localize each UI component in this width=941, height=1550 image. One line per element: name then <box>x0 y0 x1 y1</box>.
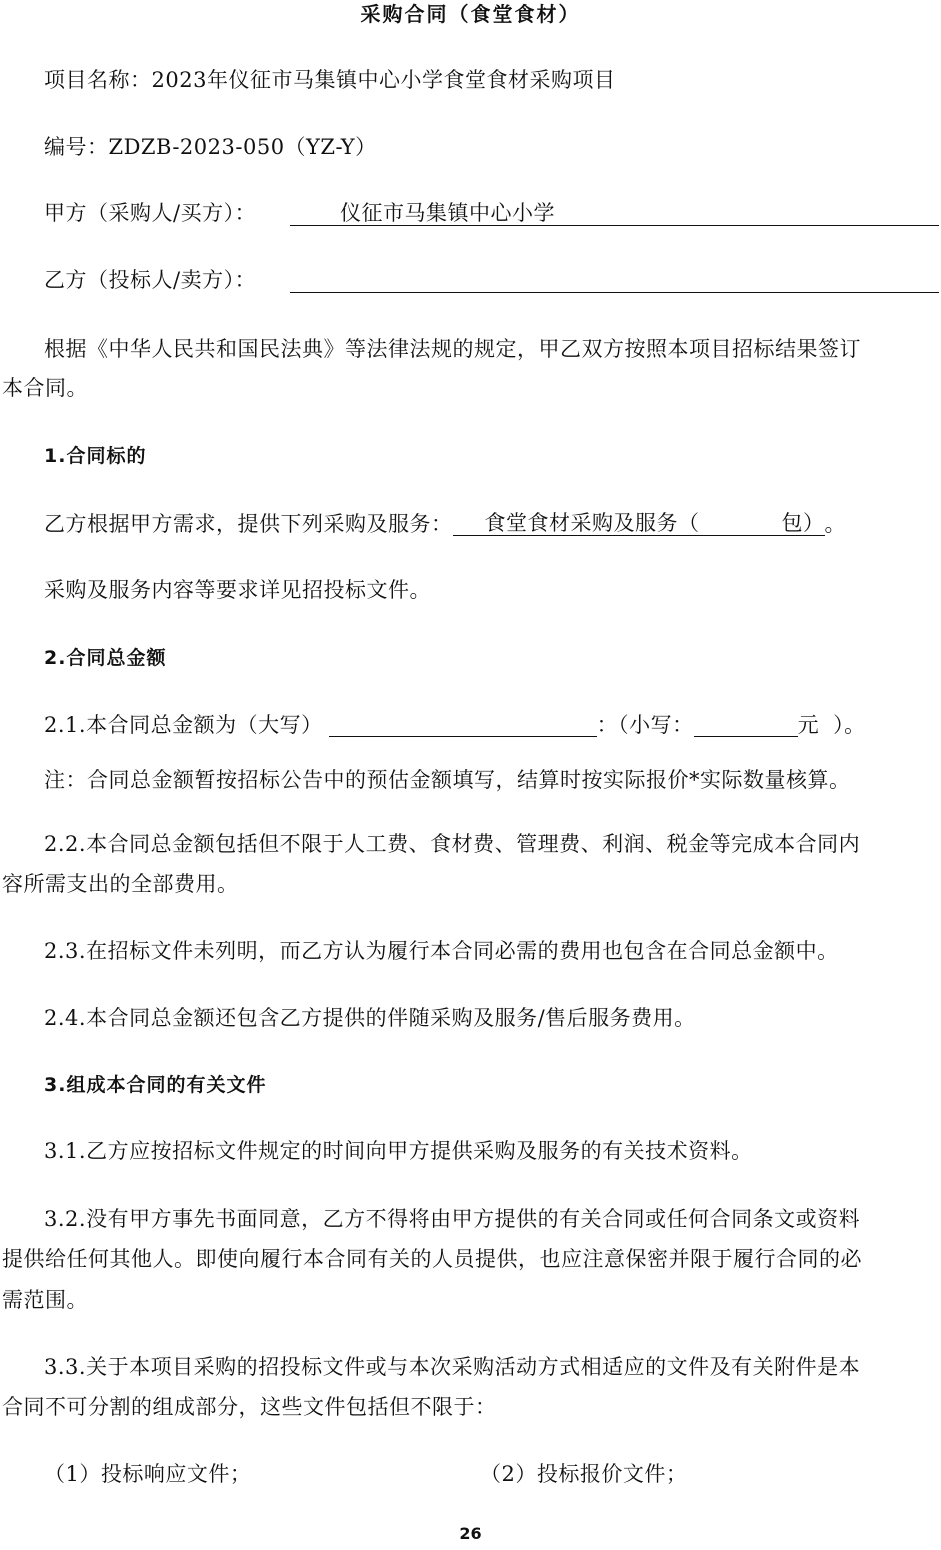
section-3-2-line-2: 提供给任何其他人。即使向履行本合同有关的人员提供，也应注意保密并限于履行合同的必 <box>2 1247 862 1271</box>
section-3-2-line-1: 3.2.没有甲方事先书面同意，乙方不得将由甲方提供的有关合同或任何合同条文或资料 <box>44 1207 861 1231</box>
party-b-label: 乙方（投标人/卖方）： <box>44 268 257 292</box>
section-2-1 <box>44 712 941 737</box>
s21-lowercase-blank <box>694 712 798 737</box>
section-1-para-2: 采购及服务内容等要求详见招投标文件。 <box>44 578 431 602</box>
section-3-3-line-2: 合同不可分割的组成部分，这些文件包括但不限于： <box>2 1395 497 1419</box>
document-title: 采购合同（食堂食材） <box>360 2 581 26</box>
s1-prefix: 乙方根据甲方需求，提供下列采购及服务： <box>44 512 453 536</box>
section-2-heading: 2.合同总金额 <box>44 647 167 669</box>
list-item: （1）投标响应文件； <box>44 1462 252 1486</box>
section-2-2-line-1: 2.2.本合同总金额包括但不限于人工费、食材费、管理费、利润、税金等完成本合同内 <box>44 832 861 856</box>
s21-unit: 元 <box>797 713 820 737</box>
section-2-note: 注：合同总金额暂按招标公告中的预估金额填写，结算时按实际报价*实际数量核算。 <box>44 768 851 792</box>
s21-mid: ：（小写： <box>596 713 694 737</box>
section-3-heading: 3.组成本合同的有关文件 <box>44 1074 267 1096</box>
s1-suffix: 。 <box>824 512 846 536</box>
contract-serial: 编号：ZDZB-2023-050（YZ-Y） <box>44 135 377 159</box>
s1-fill-a: 食堂食材采购及服务（ <box>484 511 700 535</box>
page-number: 26 <box>459 1524 482 1543</box>
section-3-3-line-1: 3.3.关于本项目采购的招投标文件或与本次采购活动方式相适应的文件及有关附件是本 <box>44 1355 861 1379</box>
preamble-line-2: 本合同。 <box>2 376 88 400</box>
s21-prefix: 2.1.本合同总金额为（大写） <box>44 713 323 737</box>
section-2-2-line-2: 容所需支出的全部费用。 <box>2 872 239 896</box>
section-2-3: 2.3.在招标文件未列明，而乙方认为履行本合同必需的费用也包含在合同总金额中。 <box>44 939 839 963</box>
section-2-4: 2.4.本合同总金额还包含乙方提供的伴随采购及服务/售后服务费用。 <box>44 1006 696 1030</box>
s21-suffix: ）。 <box>833 713 866 737</box>
s1-fill <box>453 511 825 536</box>
project-name: 项目名称：2023年仪征市马集镇中心小学食堂食材采购项目 <box>44 68 616 92</box>
section-3-1: 3.1.乙方应按招标文件规定的时间向甲方提供采购及服务的有关技术资料。 <box>44 1139 753 1163</box>
section-3-2-line-3: 需范围。 <box>2 1288 88 1312</box>
preamble-line-1: 根据《中华人民共和国民法典》等法律法规的规定，甲乙双方按照本项目招标结果签订 <box>44 337 861 361</box>
s1-fill-b: 包） <box>781 511 825 535</box>
party-b-fill-line <box>290 268 939 293</box>
section-1-para-1 <box>44 511 941 536</box>
section-1-heading: 1.合同标的 <box>44 445 147 467</box>
party-a-label: 甲方（采购人/买方）： <box>44 201 257 225</box>
s21-uppercase-blank <box>329 712 597 737</box>
party-a-value: 仪征市马集镇中心小学 <box>340 201 555 225</box>
list-item: （2）投标报价文件； <box>480 1462 688 1486</box>
